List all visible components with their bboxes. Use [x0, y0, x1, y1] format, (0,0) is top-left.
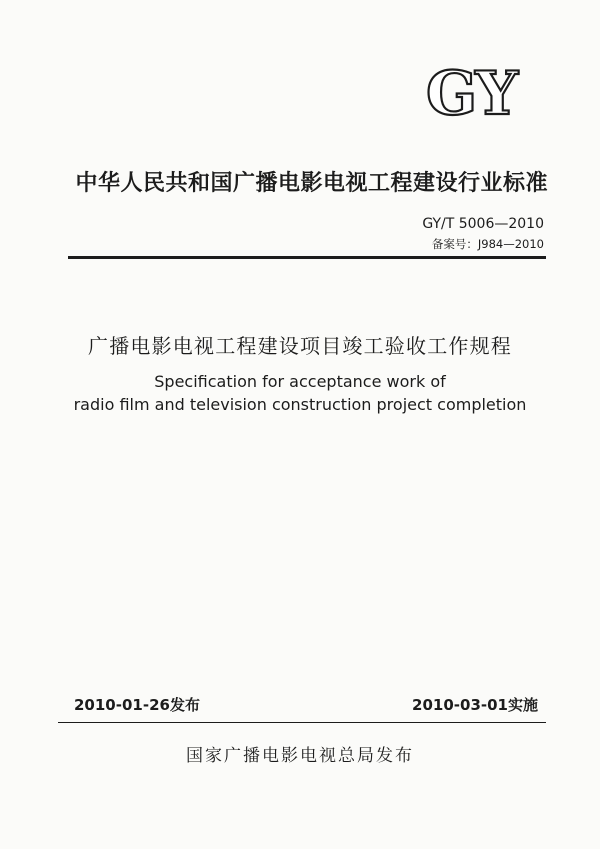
issue-date: 2010-01-26发布: [74, 696, 200, 714]
footer-divider: [58, 722, 546, 723]
effective-date: 2010-03-01实施: [412, 696, 538, 714]
filing-number: 备案号：J984—2010: [431, 237, 544, 251]
document-title-english-line1: Specification for acceptance work of: [154, 372, 446, 391]
publisher: 国家广播电影电视总局发布: [186, 746, 414, 766]
document-title-english-line2: radio film and television construction project completion: [73, 395, 527, 414]
gy-logo-mark: [406, 58, 536, 128]
standard-code: GY/T 5006—2010: [422, 216, 544, 232]
gy-logo: [406, 58, 536, 128]
document-title-chinese: 广播电影电视工程建设项目竣工验收工作规程: [88, 334, 512, 358]
standard-category-title: 中华人民共和国广播电影电视工程建设行业标准: [75, 171, 548, 196]
header-divider: [68, 256, 546, 259]
document-title-english: [0, 370, 600, 416]
svg-text:GY: GY: [425, 59, 517, 128]
